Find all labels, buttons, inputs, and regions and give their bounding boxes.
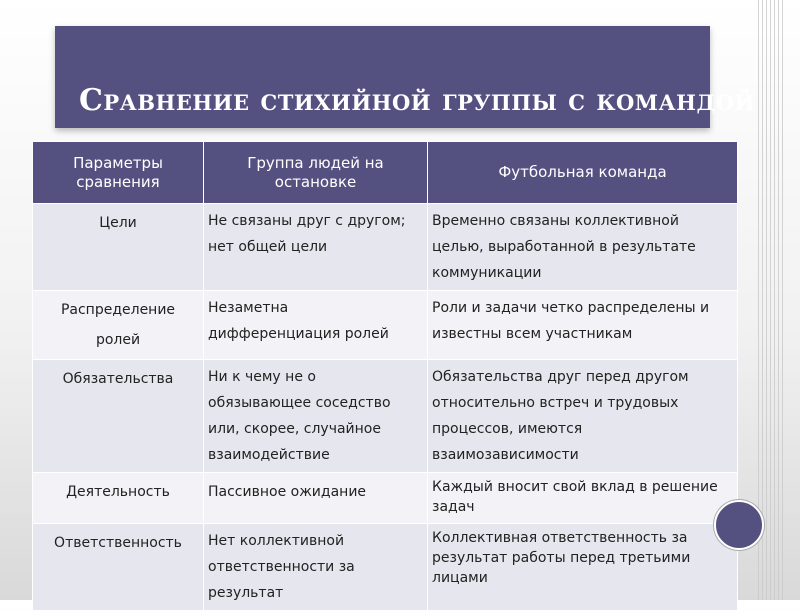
title-banner — [55, 26, 755, 128]
comparison-table — [32, 141, 738, 611]
header-bus-stop-group: Группа людей на остановке — [204, 142, 428, 204]
row-team-value: Временно связаны коллективной целью, выработанной в результате коммуникации — [428, 204, 738, 291]
row-team-value: Каждый вносит свой вклад в решение задач — [428, 473, 738, 524]
header-football-team: Футбольная команда — [428, 142, 738, 204]
table-row — [33, 360, 738, 473]
row-parameter: Распределение ролей — [33, 291, 204, 360]
row-team-value: Обязательства друг перед другом относительно встреч и трудовых процессов, имеются взаимозависимости — [428, 360, 738, 473]
table-row — [33, 473, 738, 524]
decorative-circle — [714, 500, 764, 550]
row-team-value: Коллективная ответственность за результат работы перед третьими лицами — [428, 524, 738, 611]
row-group-value: Незаметна дифференциация ролей — [204, 291, 428, 360]
row-parameter: Ответственность — [33, 524, 204, 611]
table-row — [33, 524, 738, 611]
row-group-value: Пассивное ожидание — [204, 473, 428, 524]
row-team-value: Роли и задачи четко распределены и известны всем участникам — [428, 291, 738, 360]
decorative-border-lines — [758, 0, 786, 600]
row-parameter: Обязательства — [33, 360, 204, 473]
table-header-row — [33, 142, 738, 204]
table-row — [33, 204, 738, 291]
row-parameter: Цели — [33, 204, 204, 291]
header-parameters: Параметры сравнения — [33, 142, 204, 204]
row-group-value: Ни к чему не о обязывающее соседство или, скорее, случайное взаимодействие — [204, 360, 428, 473]
table-row — [33, 291, 738, 360]
row-parameter: Деятельность — [33, 473, 204, 524]
slide-title: Сравнение стихийной группы с командой — [79, 83, 755, 118]
row-group-value: Не связаны друг с другом; нет общей цели — [204, 204, 428, 291]
row-group-value: Нет коллективной ответственности за результат — [204, 524, 428, 611]
